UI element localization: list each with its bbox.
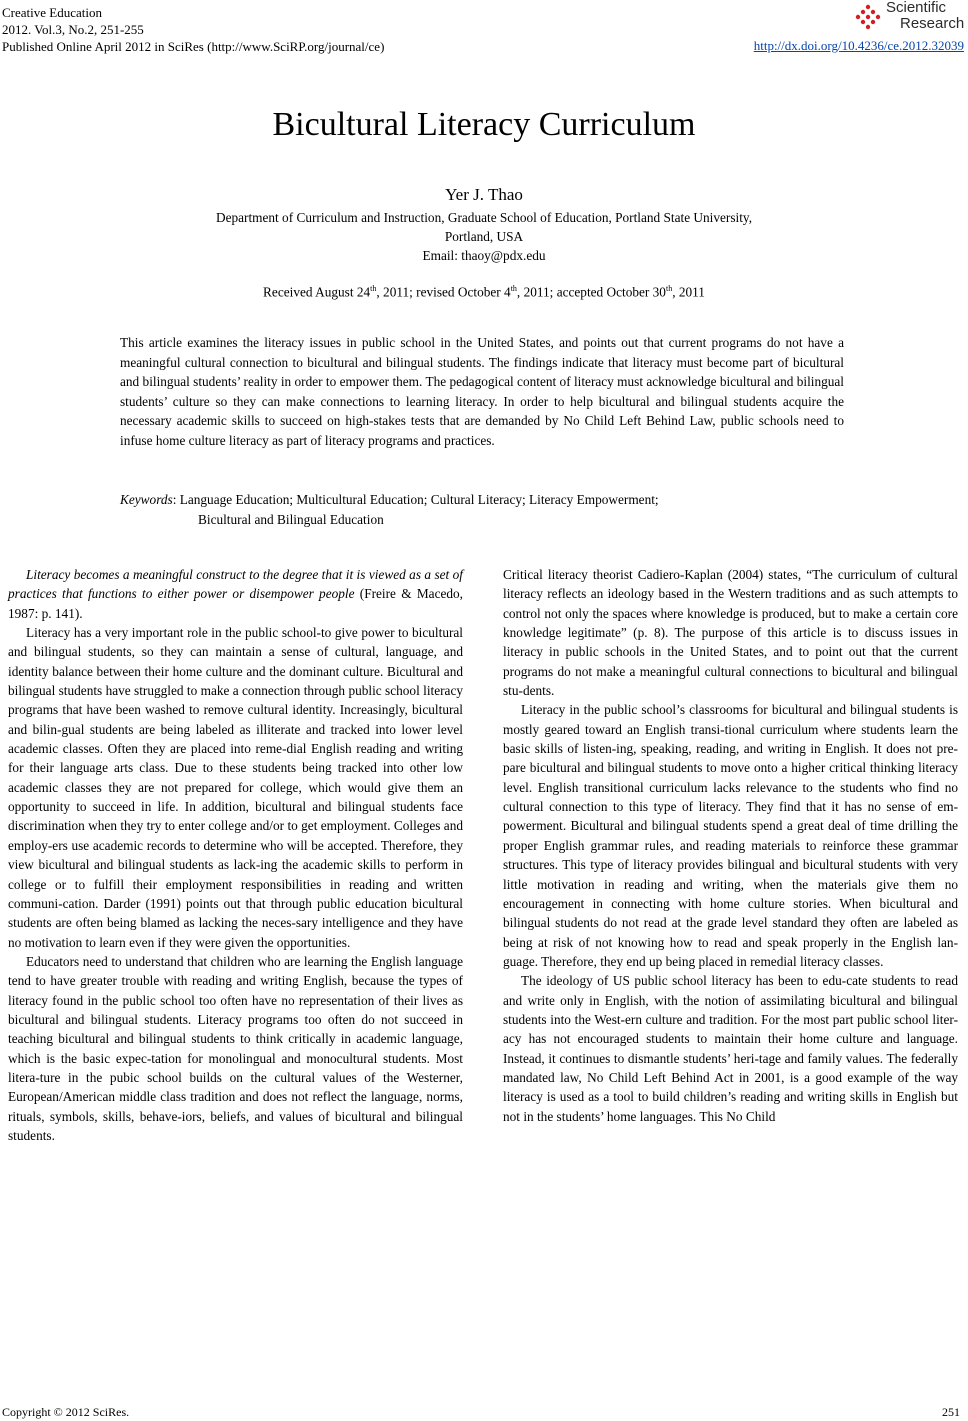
copyright-notice: Copyright © 2012 SciRes.: [2, 1405, 130, 1419]
right-column: [503, 565, 958, 1126]
keywords: [120, 490, 844, 529]
affiliation-line2: Portland, USA: [444, 229, 524, 244]
body-paragraph: Literacy has a very important role in the public school-to give power to bicultural and bilingual students, so they can maintain a sense of cultural, language, and identity balance between their home culture and the dominant culture. Bicultural and bilingual students have struggled to make a connection through public school literacy programs that have been washed to remove cultural identity. Increasingly, bicultural and bilin-gual students are being labeled as illiterate and tracked into lower level academic classes. Often they are placed into reme-dial English reading and writing for their language arts class. Due to these students being tracked into other low academic classes they are not prepared for college, which would give them an opportunity to succeed in life. In addition, bicultural and bilingual students face discrimination when they try to enter college and/or to get employment. Colleges and employ-ers use academic records to determine who will be accepted. Therefore, they view bicultural and bilingual students as lack-ing the academic skills to perform in college or to fulfill their employment responsibilities in reading and written communi-cation. Darder (1991) points out that through public education bicultural students are often being blamed as lacking the neces-sary intelligence and they have no motivation to learn even if they were given the opportunities.: [8, 625, 463, 950]
body-paragraph: The ideology of US public school literacy has been to edu-cate students to read and write only in English, with the notion of assimilating bicultural and bilingual students into the West-ern culture and tradition. For the most part public school liter-acy has not encouraged students to maintain their home culture and language. Instead, it continues to dismantle students’ heri-tage and family values. The federally mandated law, No Child Left Behind Act in 2001, is a good example of the way literacy is used as a tool to build children’s reading and writing skills in English but not in the students’ home languages. This No Child: [503, 973, 958, 1124]
author-email: Email: thaoy@pdx.edu: [422, 248, 546, 263]
keywords-label: Keywords: [120, 492, 173, 507]
journal-name: Creative Education: [2, 5, 102, 20]
author-affiliation: [0, 208, 968, 265]
submission-dates: Received August 24th, 2011; revised October 4th, 2011; accepted October 30th, 2011: [263, 284, 705, 300]
body-paragraph: Critical literacy theorist Cadiero-Kaplan (2004) states, “The curriculum of cultural literacy reflects an ideology based in the Western traditions and as such attempts to control not only the spaces where knowledge is produced, but to make a certain core knowledge legitimate” (p. 8). The purpose of this article is to discuss issues in literacy in public schools in the United States, and to point out that the current programs do not make a meaningful cultural connections to bicultural and bilingual stu-dents.: [503, 567, 958, 699]
doi-link[interactable]: http://dx.doi.org/10.4236/ce.2012.32039: [753, 38, 964, 53]
publisher-logo: [852, 0, 964, 34]
logo-line1: Scientific: [886, 0, 947, 16]
epigraph: Literacy becomes a meaningful construct to the degree that it is viewed as a set of practices that functions to either power or disempower people: [8, 567, 463, 602]
journal-header: [2, 4, 384, 55]
keywords-line2: Bicultural and Bilingual Education: [198, 511, 384, 527]
left-column: [8, 565, 463, 1145]
publication-info: Published Online April 2012 in SciRes (http://www.SciRP.org/journal/ce): [2, 39, 385, 54]
epigraph-paragraph: [8, 565, 463, 623]
body-paragraph: Educators need to understand that children who are learning the English language tend to have greater trouble with reading and writing English, because the types of literacy found in the public school too often have no representation of their lives as bicultural and bilingual students. Literacy programs too often do not succeed in teaching bicultural and bilingual students to think critically in academic language, which is the basic expec-tation for monolingual and monocultural students. Most litera-ture in the pubic school builds on the cultural values of the Westerner, European/American middle class tradition and does not reflect the language, norms, rituals, symbols, skills, behave-iors, beliefs, and values of bicultural and bilingual students.: [8, 953, 463, 1143]
diamond-dots-logo-icon: [852, 4, 884, 32]
body-paragraph: Literacy in the public school’s classrooms for bicultural and bilingual students is mostly geared toward an English transi-tional curriculum where students learn the basic skills of listen-ing, speaking, reading, and writing in English. It does not pre-pare bicultural and bilingual students to move onto a higher critical thinking literacy level. English transitional curriculum lacks relevance to the students who find no cultural connection to this type of literacy. They find that it has no sense of em-powerment. Bicultural and bilingual students spend a great deal of time drilling the proper English grammar rules, and reading materials to reinforce these grammar structures. This type of literacy provides bilingual and bicultural students with very little motivation in reading and writing, when the materials give them no encouragement in connecting with home culture stories. When bicultural and bilingual students do not read at the grade level standard they often are labeled as being at risk of not knowing how to read and speak properly in the English lan-guage. Therefore, they end up being placed in remedial literacy classes.: [503, 702, 958, 969]
epigraph-citation: (Freire & Macedo, 1987: p. 141).: [8, 586, 463, 621]
paper-title: Bicultural Literacy Curriculum: [272, 106, 696, 143]
journal-volume: 2012. Vol.3, No.2, 251-255: [2, 22, 144, 37]
affiliation-line1: Department of Curriculum and Instruction, Graduate School of Education, Portland State University,: [215, 210, 753, 225]
page-number: 251: [942, 1405, 960, 1419]
abstract: This article examines the literacy issues in public school in the United States, and points out that current programs do not have a meaningful cultural connection to bicultural and bilingual students. The findings indicate that literacy must become part of bicultural and bilingual students’ reality in order to empower them. The pedagogical content of literacy must acknowledge bicultural and bilingual students’ culture so they can make connections to learning literacy. In order to help bicultural and bilingual students acquire the necessary academic skills to succeed on high-stakes tests that are demanded by No Child Left Behind Law, public schools need to infuse home culture literacy as part of literacy programs and practices.: [120, 335, 844, 448]
logo-line2: Research: [900, 15, 965, 32]
keywords-line1: : Language Education; Multicultural Education; Cultural Literacy; Literacy Empowerment;: [172, 492, 659, 507]
author-name: Yer J. Thao: [445, 185, 523, 204]
